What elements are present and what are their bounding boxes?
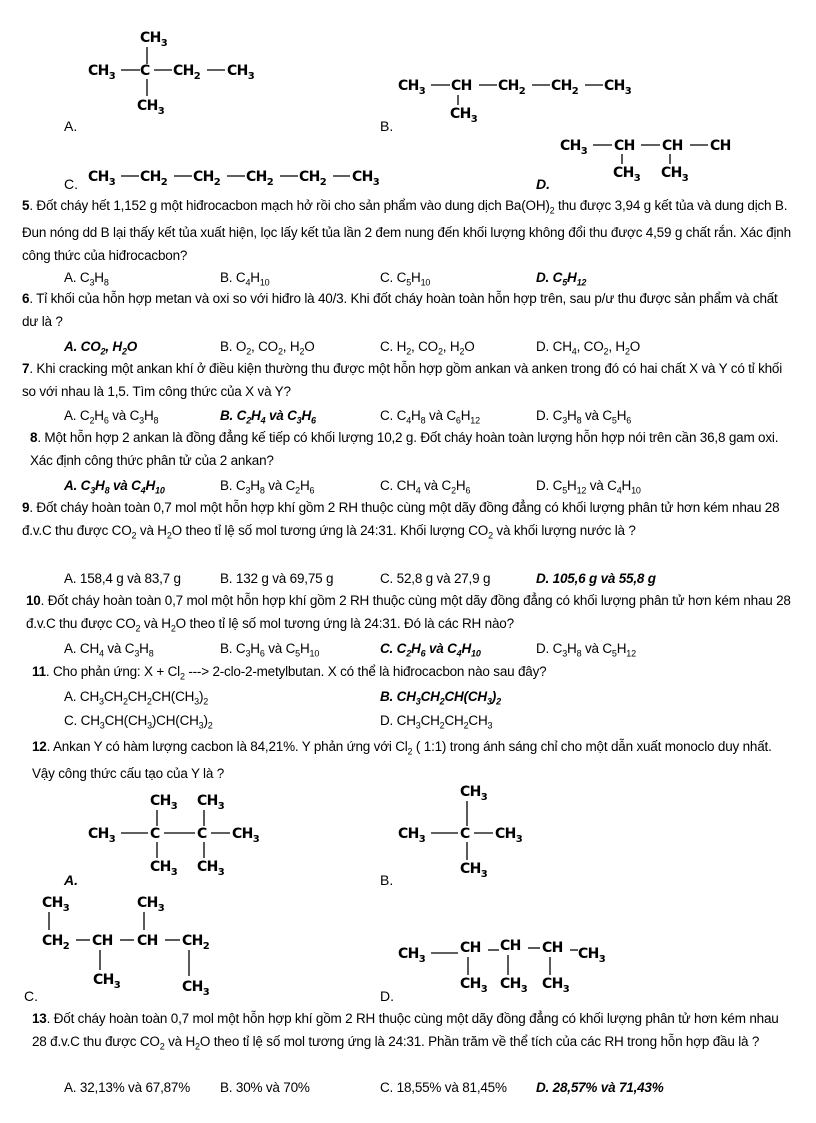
svg-text:CH: CH [614, 138, 635, 154]
svg-text:CH3: $CH_3$ [150, 793, 178, 812]
svg-text:CH3: $CH_3$ [140, 30, 168, 49]
q13-option-c: C. 18,55% và 81,45% [380, 1080, 507, 1095]
q6-option-c: C. $H_2$, $CO_2$, $H_2O$ [380, 339, 475, 357]
svg-text:CH2: $CH_2$ [246, 169, 274, 188]
svg-text:CH3: $CH_3$ [460, 861, 488, 880]
svg-text:CH2: $CH_2$ [551, 78, 579, 97]
q8-option-b: B. $C_3H_8$ và $C_2H_6$ [220, 478, 315, 496]
svg-text:CH: CH [451, 78, 472, 94]
question-6: 6. Tỉ khối của hỗn hợp metan và oxi so với hiđro là 40/3. Khi đốt cháy hoàn toàn hỗn hợp trên, sau p/ư thu được sản phẩm và chất dư là ? [22, 291, 778, 329]
q7-option-c: C. $C_4H_8$ và $C_6H_{12}$ [380, 408, 480, 426]
svg-text:CH: CH [92, 933, 113, 949]
q5-option-a: A. $C_3H_8$ [64, 270, 109, 288]
svg-text:CH3: $CH_3$ [352, 169, 380, 188]
svg-text:CH: CH [137, 933, 158, 949]
svg-text:CH3: $CH_3$ [150, 859, 178, 878]
svg-text:CH3: $CH_3$ [398, 78, 426, 97]
q6-option-b: B. $O_2$, $CO_2$, $H_2O$ [220, 339, 315, 357]
q7-option-d: D. $C_3H_8$ và $C_5H_6$ [536, 408, 632, 426]
question-13: 13. Đốt cháy hoàn toàn 0,7 mol một hỗn hợp khí gồm 2 RH thuộc cùng một dãy đồng đẳng có khối lượng phân tử hơn kém nhau 28 đ.v.C thu được $CO_2$ và $H_2O$ theo tỉ lệ số mol tương ứng là 24:31. Phần trăm về thể tích của các RH trong hỗn hợp đầu là ? [32, 1011, 779, 1052]
svg-text:CH3: $CH_3$ [500, 976, 528, 995]
q12-option-d-label: D. [380, 988, 394, 1004]
question-number: 5 [22, 198, 30, 213]
q9-option-c: C. 52,8 g và 27,9 g [380, 571, 491, 586]
svg-text:C: C [197, 826, 207, 842]
svg-text:CH3: $CH_3$ [398, 826, 426, 845]
q9-option-a: A. 158,4 g và 83,7 g [64, 571, 181, 586]
svg-text:CH3: $CH_3$ [560, 138, 588, 157]
q11-option-b-answer: B. $CH_3CH_2CH(CH_3)_2$ [380, 689, 501, 707]
svg-text:CH3: $CH_3$ [88, 169, 116, 188]
svg-text:CH3: $CH_3$ [542, 976, 570, 995]
q13-option-b: B. 30% và 70% [220, 1080, 310, 1095]
svg-text:CH3: $CH_3$ [88, 63, 116, 82]
q9-option-d-answer: D. 105,6 g và 55,8 g [536, 571, 656, 586]
option-b-label: B. [380, 118, 394, 134]
svg-text:CH3: $CH_3$ [460, 976, 488, 995]
q10-option-c-answer: C. $C_2H_6$ và $C_4H_{10}$ [380, 641, 481, 659]
svg-text:CH3: $CH_3$ [613, 165, 641, 184]
svg-text:CH: CH [500, 938, 521, 954]
q12-option-b-label: B. [380, 872, 394, 888]
q13-option-a: A. 32,13% và 67,87% [64, 1080, 191, 1095]
question-11: 11. Cho phản ứng: $X + Cl_2$ ---> 2-clo-2-metylbutan. X có thể là hiđrocacbon nào sau đây? [32, 664, 547, 682]
question-9: 9. Đốt cháy hoàn toàn 0,7 mol một hỗn hợp khí gồm 2 RH thuộc cùng một dãy đồng đẳng có khối lượng phân tử hơn kém nhau 28 đ.v.C thu được $CO_2$ và $H_2O$ theo tỉ lệ số mol tương ứng là 24:31. Khối lượng $CO_2$ và khối lượng nước là ? [22, 500, 780, 541]
svg-text:CH: CH [710, 138, 731, 154]
svg-text:C: C [140, 63, 150, 79]
q8-option-a-answer: A. $C_3H_8$ và $C_4H_{10}$ [64, 478, 165, 496]
q8-option-d: D. $C_5H_{12}$ và $C_4H_{10}$ [536, 478, 641, 496]
q8-option-c: C. $CH_4$ và $C_2H_6$ [380, 478, 471, 496]
svg-text:CH: CH [542, 940, 563, 956]
question-12: 12. Ankan Y có hàm lượng cacbon là 84,21%. Y phản ứng với $Cl_2$ ( 1:1) trong ánh sáng chỉ cho một dẫn xuất monoclo duy nhất. Vậy công thức cấu tạo của Y là ? [32, 739, 772, 782]
svg-text:CH3: $CH_3$ [398, 946, 426, 965]
q12-option-a-label: A. [64, 872, 78, 888]
svg-text:CH3: $CH_3$ [137, 895, 165, 914]
q10-option-d: D. $C_3H_8$ và $C_5H_{12}$ [536, 641, 636, 659]
question-10: 10. Đốt cháy hoàn toàn 0,7 mol một hỗn hợp khí gồm 2 RH thuộc cùng một dãy đồng đẳng có khối lượng phân tử hơn kém nhau 28 đ.v.C thu được $CO_2$ và $H_2O$ theo tỉ lệ số mol tương ứng là 24:31. Đó là các RH nào? [26, 593, 791, 634]
q10-option-b: B. $C_3H_6$ và $C_5H_{10}$ [220, 641, 320, 659]
question-8: 8. Một hỗn hợp 2 ankan là đồng đẳng kế tiếp có khối lượng 10,2 g. Đốt cháy hoàn toàn lượng hỗn hợp nói trên cần 36,8 gam oxi. Xác định công thức phân tử của 2 ankan? [30, 430, 779, 468]
q13-option-d-answer: D. 28,57% và 71,43% [536, 1080, 664, 1095]
option-c-label: C. [64, 176, 78, 192]
svg-text:CH3: $CH_3$ [578, 946, 606, 965]
q6-option-a-answer: A. $CO_2$, $H_2O$ [64, 339, 138, 357]
svg-text:CH2: $CH_2$ [299, 169, 327, 188]
q11-option-c: C. $CH_3CH(CH_3)CH(CH_3)_2$ [64, 713, 213, 731]
svg-text:CH3: $CH_3$ [182, 979, 210, 998]
question-7: 7. Khi cracking một ankan khí ở điều kiện thường thu được một hỗn hợp gồm ankan và anken trong đó có hai chất X và Y có tỉ khối so với nhau là 1,5. Tìm công thức của X và Y? [22, 361, 783, 399]
option-d-label: D. [536, 176, 550, 192]
svg-text:CH2: $CH_2$ [182, 933, 210, 952]
q12-option-c-label: C. [24, 988, 38, 1004]
q7-option-a: A. $C_2H_6$ và $C_3H_8$ [64, 408, 159, 426]
svg-text:CH3: $CH_3$ [227, 63, 255, 82]
svg-text:CH: CH [662, 138, 683, 154]
q7-option-b-answer: B. $C_2H_4$ và $C_3H_6$ [220, 408, 316, 426]
svg-text:CH3: $CH_3$ [197, 793, 225, 812]
svg-text:CH3: $CH_3$ [450, 106, 478, 125]
q5-option-b: B. $C_4H_{10}$ [220, 270, 270, 288]
q5-option-c: C. $C_5H_{10}$ [380, 270, 431, 288]
svg-text:CH: CH [460, 940, 481, 956]
svg-text:CH2: $CH_2$ [42, 933, 70, 952]
q11-option-a: A. $CH_3CH_2CH_2CH(CH_3)_2$ [64, 689, 209, 707]
svg-text:CH2: $CH_2$ [173, 63, 201, 82]
svg-text:CH3: $CH_3$ [197, 859, 225, 878]
svg-text:CH3: $CH_3$ [460, 784, 488, 803]
svg-text:C: C [460, 826, 470, 842]
svg-text:CH2: $CH_2$ [498, 78, 526, 97]
q5-option-d-answer: D. $C_5H_{12}$ [536, 270, 587, 288]
svg-text:CH3: $CH_3$ [661, 165, 689, 184]
svg-text:CH3: $CH_3$ [88, 826, 116, 845]
svg-text:CH3: $CH_3$ [137, 98, 165, 117]
svg-text:CH3: $CH_3$ [93, 972, 121, 991]
svg-text:CH2: $CH_2$ [193, 169, 221, 188]
q11-option-d: D. $CH_3CH_2CH_2CH_3$ [380, 713, 493, 731]
question-5: 5. Đốt cháy hết 1,152 g một hiđrocacbon mạch hở rồi cho sản phẩm vào dung dịch $Ba(OH)_2$ thu được 3,94 g kết tủa và dung dịch B. Đun nóng dd B lại thấy kết tủa xuất hiện, lọc lấy kết tủa lần 2 đem nung đến khối lượng không đổi thu được 4,59 g chất rắn. Xác định công thức của hiđrocacbon? [22, 198, 791, 263]
svg-text:CH2: $CH_2$ [140, 169, 168, 188]
q10-option-a: A. $CH_4$ và $C_3H_8$ [64, 641, 154, 659]
option-a-label: A. [64, 118, 78, 134]
svg-text:CH3: $CH_3$ [495, 826, 523, 845]
svg-text:CH3: $CH_3$ [42, 895, 70, 914]
q9-option-b: B. 132 g và 69,75 g [220, 571, 334, 586]
svg-text:CH3: $CH_3$ [604, 78, 632, 97]
svg-text:C: C [150, 826, 160, 842]
svg-text:CH3: $CH_3$ [232, 826, 260, 845]
q6-option-d: D. $CH_4$, $CO_2$, $H_2O$ [536, 339, 641, 357]
